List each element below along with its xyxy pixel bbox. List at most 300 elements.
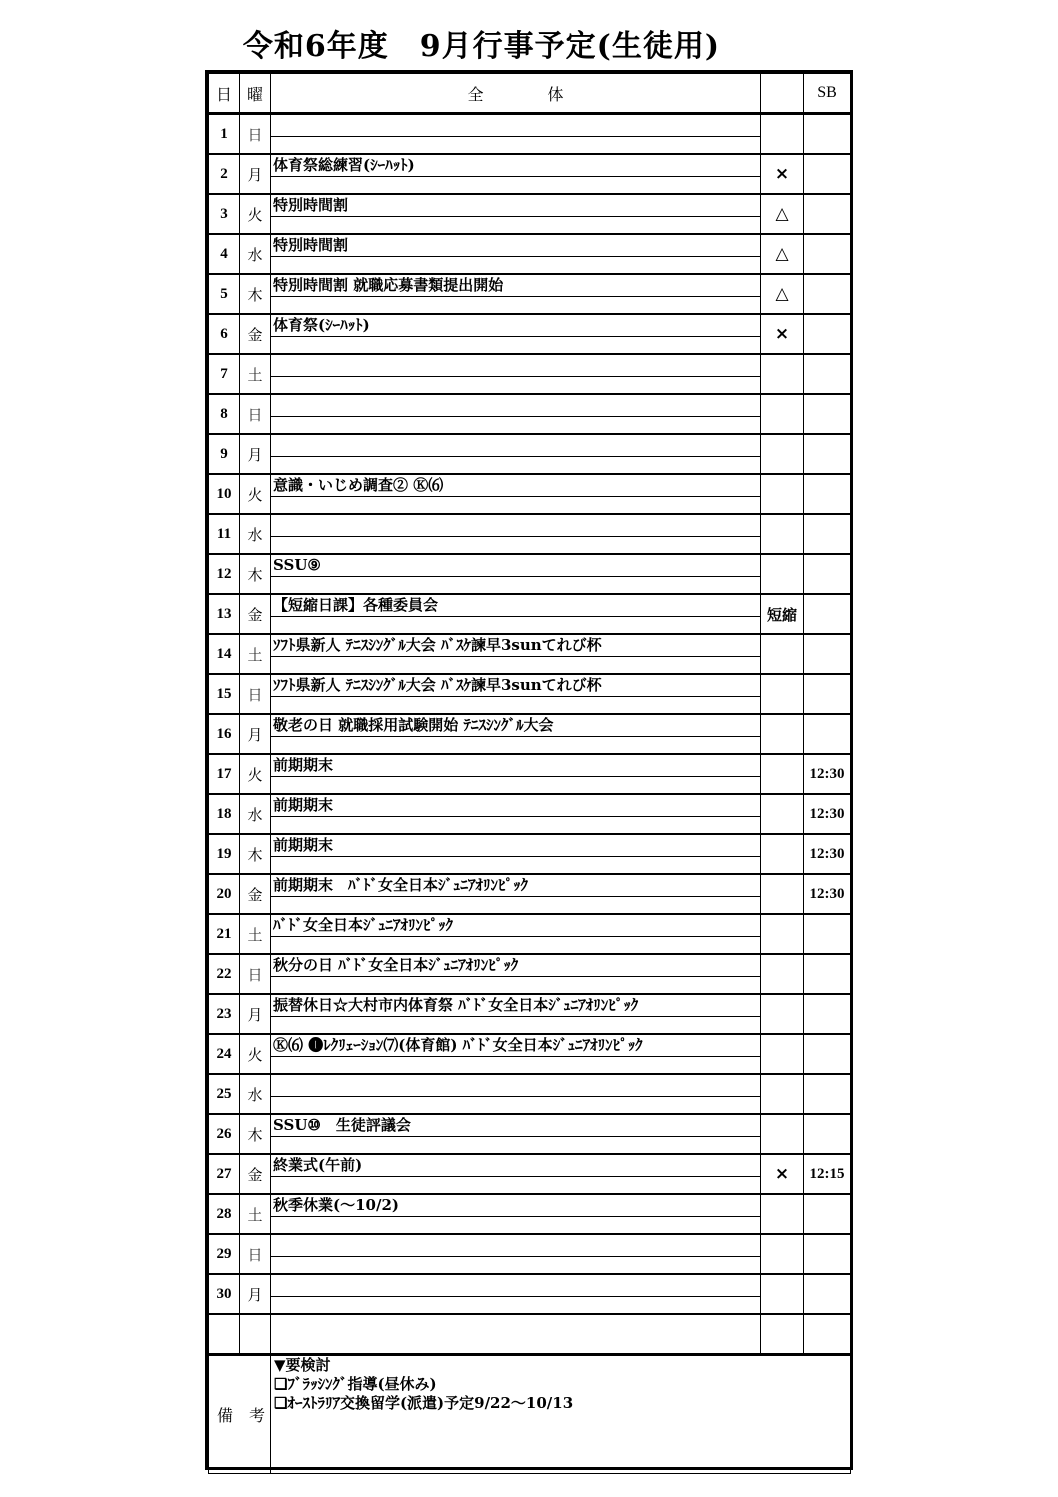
sb-time	[804, 634, 851, 674]
event-text-value: 特別時間割	[273, 196, 349, 214]
day-row	[209, 554, 851, 594]
event-text	[271, 394, 761, 434]
day-number-value: 10	[216, 485, 232, 502]
event-underline	[271, 1176, 760, 1177]
header-weekday: 曜	[240, 74, 271, 114]
weekday-value: 日	[247, 405, 263, 424]
status-mark	[761, 1034, 804, 1074]
event-underline	[271, 216, 760, 217]
day-row	[209, 1194, 851, 1234]
status-mark-value: ×	[774, 164, 790, 184]
sb-time	[804, 674, 851, 714]
header-mark	[761, 74, 804, 114]
event-text-value: 前期期末	[273, 756, 334, 774]
event-underline	[271, 936, 760, 937]
day-number	[209, 154, 240, 194]
sb-time-value: 12:30	[809, 765, 845, 782]
sb-time	[804, 434, 851, 474]
weekday-value: 日	[247, 685, 263, 704]
day-row	[209, 594, 851, 634]
status-mark	[761, 1154, 804, 1194]
sb-time	[804, 394, 851, 434]
day-number-value: 28	[216, 1205, 232, 1222]
day-number-value: 1	[220, 125, 228, 142]
event-text	[271, 594, 761, 634]
header-sb: SB	[804, 74, 851, 114]
weekday-value: 月	[247, 445, 263, 464]
weekday-value: 金	[247, 885, 263, 904]
status-mark	[761, 1194, 804, 1234]
day-number	[209, 394, 240, 434]
sb-time	[804, 114, 851, 155]
event-text	[271, 1154, 761, 1194]
weekday	[240, 634, 271, 674]
event-text	[271, 354, 761, 394]
day-row	[209, 914, 851, 954]
event-text-value: 体育祭(ｼｰﾊｯﾄ)	[273, 316, 370, 334]
day-row	[209, 194, 851, 234]
status-mark	[761, 594, 804, 634]
sb-time	[804, 514, 851, 554]
day-number-value: 9	[220, 445, 228, 462]
day-row	[209, 1114, 851, 1154]
event-underline	[271, 496, 760, 497]
event-text-value: 前期期末	[273, 796, 334, 814]
day-row	[209, 754, 851, 794]
day-row	[209, 1274, 851, 1314]
weekday-value: 土	[247, 365, 263, 384]
day-number	[209, 794, 240, 834]
day-number	[209, 1034, 240, 1074]
weekday	[240, 1274, 271, 1314]
event-underline	[271, 1096, 760, 1097]
day-number	[209, 354, 240, 394]
day-number-value: 13	[216, 605, 232, 622]
weekday-value: 日	[247, 125, 263, 144]
header-row	[209, 74, 851, 114]
status-mark	[761, 234, 804, 274]
status-mark	[761, 674, 804, 714]
status-mark	[761, 874, 804, 914]
event-underline	[271, 736, 760, 737]
day-row	[209, 714, 851, 754]
status-mark	[761, 314, 804, 354]
day-row	[209, 1234, 851, 1274]
sb-time	[804, 1154, 851, 1194]
status-mark-value: △	[775, 284, 789, 304]
notes-label	[209, 1355, 271, 1474]
status-mark	[761, 114, 804, 155]
day-number-value: 23	[216, 1005, 232, 1022]
event-underline	[271, 336, 760, 337]
day-number	[209, 914, 240, 954]
weekday-value: 月	[247, 725, 263, 744]
day-number-value: 25	[216, 1085, 232, 1102]
day-row	[209, 634, 851, 674]
day-number	[209, 474, 240, 514]
sb-time	[804, 954, 851, 994]
sb-time-value: 12:15	[809, 1165, 845, 1182]
blank-cell	[761, 1314, 804, 1355]
status-mark-value: ×	[774, 1164, 790, 1184]
day-row	[209, 1154, 851, 1194]
notes-row	[209, 1355, 851, 1474]
event-text-value: ｿﾌﾄ県新人 ﾃﾆｽｼﾝｸﾞﾙ大会 ﾊﾞｽｹ諫早3sunてれび杯	[273, 676, 602, 694]
day-number	[209, 1154, 240, 1194]
event-underline	[271, 896, 760, 897]
weekday	[240, 114, 271, 155]
event-text-value: Ⓚ⑹ ❶ﾚｸﾘｪｰｼｮﾝ⑺(体育館) ﾊﾞﾄﾞ女全日本ｼﾞｭﾆｱｵﾘﾝﾋﾟｯｸ	[273, 1036, 643, 1054]
day-number-value: 11	[216, 525, 232, 542]
sb-time	[804, 1274, 851, 1314]
day-row	[209, 674, 851, 714]
weekday	[240, 674, 271, 714]
status-mark	[761, 994, 804, 1034]
event-text-value: 敬老の日 就職採用試験開始 ﾃﾆｽｼﾝｸﾞﾙ大会	[273, 716, 554, 734]
weekday-value: 土	[247, 645, 263, 664]
day-number	[209, 1274, 240, 1314]
status-mark	[761, 1274, 804, 1314]
day-row	[209, 394, 851, 434]
event-text	[271, 994, 761, 1034]
day-number-value: 17	[216, 765, 232, 782]
notes-line: ▼要検討	[274, 1356, 331, 1374]
weekday-value: 水	[247, 1085, 263, 1104]
event-text-value: 振替休日☆大村市内体育祭 ﾊﾞﾄﾞ女全日本ｼﾞｭﾆｱｵﾘﾝﾋﾟｯｸ	[273, 996, 639, 1014]
sb-time	[804, 154, 851, 194]
sb-time-value: 12:30	[809, 805, 845, 822]
schedule-table	[208, 73, 851, 1474]
day-number-value: 6	[220, 325, 228, 342]
weekday	[240, 314, 271, 354]
event-text	[271, 714, 761, 754]
sb-time	[804, 554, 851, 594]
event-text	[271, 1074, 761, 1114]
day-number	[209, 714, 240, 754]
day-row	[209, 314, 851, 354]
header-day: 日	[209, 74, 240, 114]
weekday	[240, 394, 271, 434]
event-text	[271, 954, 761, 994]
event-text	[271, 1274, 761, 1314]
event-text	[271, 1034, 761, 1074]
weekday	[240, 234, 271, 274]
day-number	[209, 834, 240, 874]
status-mark	[761, 1114, 804, 1154]
weekday-value: 木	[247, 565, 263, 584]
event-text-value: 体育祭総練習(ｼｰﾊｯﾄ)	[273, 156, 415, 174]
weekday-value: 木	[247, 845, 263, 864]
day-number-value: 30	[216, 1285, 232, 1302]
event-underline	[271, 176, 760, 177]
day-row	[209, 354, 851, 394]
sb-time	[804, 1234, 851, 1274]
event-underline	[271, 1016, 760, 1017]
weekday	[240, 474, 271, 514]
sb-time	[804, 1074, 851, 1114]
day-number-value: 19	[216, 845, 232, 862]
day-number	[209, 114, 240, 155]
event-text	[271, 314, 761, 354]
event-text-value: 特別時間割	[273, 236, 349, 254]
notes-label-char: 考	[249, 1406, 266, 1425]
weekday	[240, 1194, 271, 1234]
weekday-value: 水	[247, 805, 263, 824]
day-row	[209, 434, 851, 474]
weekday-value: 月	[247, 1005, 263, 1024]
day-number	[209, 1114, 240, 1154]
sb-time	[804, 594, 851, 634]
notes-label-char: 備	[217, 1406, 234, 1425]
blank-cell	[271, 1314, 761, 1355]
status-mark-value: △	[775, 204, 789, 224]
day-number	[209, 1074, 240, 1114]
event-text	[271, 514, 761, 554]
day-row	[209, 834, 851, 874]
day-row	[209, 1074, 851, 1114]
day-number-value: 4	[220, 245, 228, 262]
status-mark	[761, 1074, 804, 1114]
weekday	[240, 1114, 271, 1154]
event-underline	[271, 1136, 760, 1137]
status-mark	[761, 514, 804, 554]
weekday	[240, 954, 271, 994]
sb-time	[804, 834, 851, 874]
blank-row	[209, 1314, 851, 1355]
day-number	[209, 514, 240, 554]
blank-cell	[240, 1314, 271, 1355]
status-mark	[761, 474, 804, 514]
event-text	[271, 794, 761, 834]
event-text-value: SSU⑨	[273, 556, 321, 574]
event-text	[271, 474, 761, 514]
weekday-value: 金	[247, 605, 263, 624]
page-title	[0, 22, 1058, 72]
day-number	[209, 314, 240, 354]
status-mark	[761, 794, 804, 834]
weekday	[240, 1034, 271, 1074]
notes-body-cell	[271, 1355, 851, 1474]
event-text-value: 前期期末	[273, 836, 334, 854]
weekday	[240, 994, 271, 1034]
event-text	[271, 1114, 761, 1154]
event-text-value: ｿﾌﾄ県新人 ﾃﾆｽｼﾝｸﾞﾙ大会 ﾊﾞｽｹ諫早3sunてれび杯	[273, 636, 602, 654]
event-text	[271, 1194, 761, 1234]
event-underline	[271, 1256, 760, 1257]
status-mark	[761, 634, 804, 674]
weekday-value: 水	[247, 245, 263, 264]
day-row	[209, 154, 851, 194]
day-row	[209, 114, 851, 155]
status-mark	[761, 1234, 804, 1274]
weekday-value: 金	[247, 325, 263, 344]
day-number	[209, 994, 240, 1034]
day-number-value: 29	[216, 1245, 232, 1262]
event-underline	[271, 296, 760, 297]
event-text	[271, 114, 761, 155]
day-number	[209, 754, 240, 794]
event-text-value: ﾊﾞﾄﾞ女全日本ｼﾞｭﾆｱｵﾘﾝﾋﾟｯｸ	[273, 916, 454, 934]
day-number-value: 20	[216, 885, 232, 902]
schedule-sheet	[205, 70, 853, 1470]
status-mark	[761, 834, 804, 874]
event-text	[271, 154, 761, 194]
sb-time	[804, 914, 851, 954]
status-mark	[761, 914, 804, 954]
sb-time	[804, 274, 851, 314]
event-underline	[271, 256, 760, 257]
status-mark-value: ×	[774, 324, 790, 344]
weekday	[240, 1154, 271, 1194]
weekday-value: 木	[247, 285, 263, 304]
sb-time	[804, 754, 851, 794]
weekday	[240, 834, 271, 874]
event-text	[271, 1234, 761, 1274]
event-text-value: 秋季休業(～10/2)	[273, 1196, 399, 1214]
sb-time	[804, 994, 851, 1034]
status-mark	[761, 194, 804, 234]
event-underline	[271, 416, 760, 417]
day-number	[209, 674, 240, 714]
sb-time	[804, 474, 851, 514]
event-underline	[271, 456, 760, 457]
day-number	[209, 274, 240, 314]
day-number-value: 16	[216, 725, 232, 742]
weekday-value: 木	[247, 1125, 263, 1144]
day-number-value: 21	[216, 925, 232, 942]
event-underline	[271, 696, 760, 697]
event-underline	[271, 816, 760, 817]
day-number-value: 24	[216, 1045, 232, 1062]
event-text-value: 【短縮日課】各種委員会	[273, 596, 439, 614]
status-mark	[761, 394, 804, 434]
event-text	[271, 234, 761, 274]
event-text	[271, 914, 761, 954]
weekday	[240, 514, 271, 554]
event-text-value: 意識・いじめ調査② Ⓚ⑹	[273, 476, 444, 494]
day-row	[209, 874, 851, 914]
status-mark	[761, 554, 804, 594]
day-number	[209, 554, 240, 594]
weekday	[240, 714, 271, 754]
weekday-value: 火	[247, 485, 263, 504]
event-underline	[271, 776, 760, 777]
weekday-value: 火	[247, 765, 263, 784]
day-row	[209, 954, 851, 994]
event-text	[271, 754, 761, 794]
event-underline	[271, 376, 760, 377]
event-text	[271, 634, 761, 674]
event-text	[271, 194, 761, 234]
day-row	[209, 234, 851, 274]
weekday	[240, 1234, 271, 1274]
event-text-value: 特別時間割 就職応募書類提出開始	[273, 276, 504, 294]
day-number-value: 18	[216, 805, 232, 822]
weekday-value: 土	[247, 925, 263, 944]
event-underline	[271, 976, 760, 977]
event-underline	[271, 136, 760, 137]
event-underline	[271, 576, 760, 577]
status-mark-value: 短縮	[766, 605, 797, 624]
day-number-value: 22	[216, 965, 232, 982]
day-number	[209, 874, 240, 914]
event-underline	[271, 536, 760, 537]
weekday	[240, 794, 271, 834]
day-number-value: 26	[216, 1125, 232, 1142]
day-number	[209, 954, 240, 994]
sb-time	[804, 794, 851, 834]
day-number	[209, 234, 240, 274]
day-row	[209, 994, 851, 1034]
sb-time-value: 12:30	[809, 885, 845, 902]
weekday-value: 金	[247, 1165, 263, 1184]
status-mark	[761, 954, 804, 994]
event-underline	[271, 656, 760, 657]
weekday-value: 土	[247, 1205, 263, 1224]
event-underline	[271, 1056, 760, 1057]
day-number	[209, 634, 240, 674]
event-text	[271, 274, 761, 314]
weekday	[240, 914, 271, 954]
event-text	[271, 434, 761, 474]
title-text: 令和6年度 9月行事予定(生徒用)	[242, 29, 721, 64]
sb-time	[804, 234, 851, 274]
day-number-value: 12	[216, 565, 232, 582]
weekday-value: 火	[247, 1045, 263, 1064]
day-number-value: 5	[220, 285, 228, 302]
weekday	[240, 1074, 271, 1114]
day-number-value: 14	[216, 645, 232, 662]
day-row	[209, 794, 851, 834]
day-number-value: 15	[216, 685, 232, 702]
status-mark-value: △	[775, 244, 789, 264]
event-text	[271, 874, 761, 914]
weekday	[240, 354, 271, 394]
weekday	[240, 554, 271, 594]
status-mark	[761, 714, 804, 754]
day-row	[209, 1034, 851, 1074]
event-underline	[271, 1216, 760, 1217]
day-row	[209, 514, 851, 554]
notes-line: ❏ﾌﾞﾗｯｼﾝｸﾞ指導(昼休み)	[274, 1375, 437, 1393]
event-text-value: SSU⑩ 生徒評議会	[273, 1116, 411, 1134]
status-mark	[761, 274, 804, 314]
blank-cell	[804, 1314, 851, 1355]
sb-time	[804, 874, 851, 914]
header-all: 全 体	[271, 74, 761, 114]
weekday-value: 水	[247, 525, 263, 544]
event-text-value: 終業式(午前)	[273, 1156, 363, 1174]
blank-cell	[209, 1314, 240, 1355]
event-text-value: 秋分の日 ﾊﾞﾄﾞ女全日本ｼﾞｭﾆｱｵﾘﾝﾋﾟｯｸ	[273, 956, 519, 974]
day-number-value: 2	[220, 165, 228, 182]
weekday-value: 火	[247, 205, 263, 224]
day-number	[209, 194, 240, 234]
weekday	[240, 754, 271, 794]
weekday	[240, 194, 271, 234]
sb-time	[804, 314, 851, 354]
day-row	[209, 474, 851, 514]
day-number	[209, 434, 240, 474]
status-mark	[761, 354, 804, 394]
schedule-body	[209, 74, 851, 1474]
day-number	[209, 1234, 240, 1274]
day-number	[209, 594, 240, 634]
sb-time	[804, 1194, 851, 1234]
notes-body	[271, 1356, 850, 1413]
weekday	[240, 874, 271, 914]
day-number-value: 27	[216, 1165, 232, 1182]
